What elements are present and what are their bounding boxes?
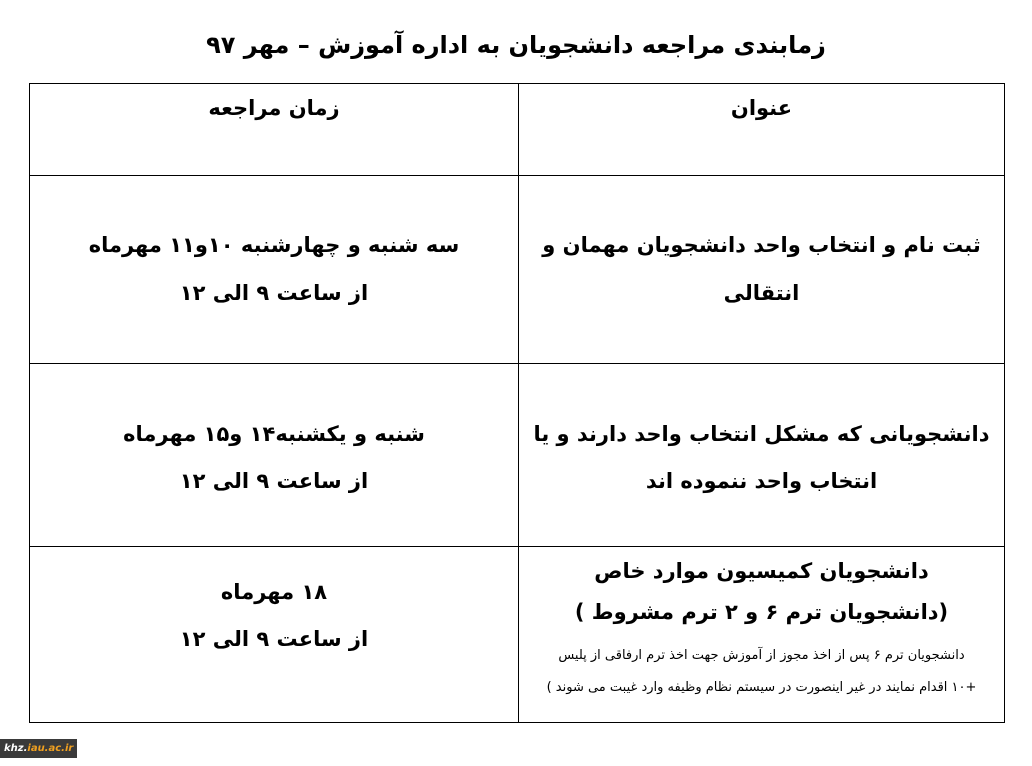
row-1-hours-text: از ساعت ۹ الی ۱۲	[179, 281, 369, 305]
watermark-domain: iau.ac.ir	[27, 743, 74, 754]
header-cell-time	[30, 84, 518, 176]
row-3-hours-text: از ساعت ۹ الی ۱۲	[179, 627, 369, 651]
row-3-time-cell	[30, 547, 518, 722]
row-2-subject-cell	[518, 364, 1004, 547]
row-3-subject-cell	[518, 547, 1004, 722]
page-title: زمابندی مراجعه دانشجویان به اداره آموزش – مهر ۹۷	[206, 31, 826, 59]
row-2-time-cell	[30, 364, 518, 547]
row-1-date-text: سه شنبه و چهارشنبه ۱۰و۱۱ مهرماه	[88, 233, 460, 257]
row-1-subject-text: ثبت نام و انتخاب واحد دانشجویان مهمان و انتقالی	[542, 233, 981, 305]
schedule-table	[29, 83, 1005, 723]
row-3-date-text: ۱۸ مهرماه	[220, 580, 328, 604]
header-subject-label: عنوان	[730, 96, 793, 120]
row-2-hours-text: از ساعت ۹ الی ۱۲	[179, 469, 369, 493]
row-2-subject-line-2: انتخاب واحد ننموده اند	[645, 469, 878, 493]
row-1-time-cell	[30, 176, 518, 364]
row-3-note-line-1: دانشجویان ترم ۶ پس از اخذ مجوز از آموزش جهت اخذ ترم ارفاقی از پلیس	[558, 648, 965, 663]
row-3-note-line-2: +۱۰ اقدام نمایند در غیر اینصورت در سیستم نظام وظیفه وارد غیبت می شوند )	[546, 680, 977, 695]
watermark-prefix: khz.	[4, 743, 28, 754]
row-1-subject-cell	[518, 176, 1004, 364]
header-cell-subject	[518, 84, 1004, 176]
row-2-date-text: شنبه و یکشنبه۱۴ و۱۵ مهرماه	[123, 422, 425, 446]
site-watermark	[0, 739, 77, 758]
header-time-label: زمان مراجعه	[208, 96, 340, 120]
row-3-subject-line-1: دانشجویان کمیسیون موارد خاص	[594, 559, 929, 583]
row-3-subject-line-2: (دانشجویان ترم ۶ و ۲ ترم مشروط )	[574, 600, 949, 624]
row-2-subject-line-1: دانشجویانی که مشکل انتخاب واحد دارند و یا	[533, 422, 990, 446]
